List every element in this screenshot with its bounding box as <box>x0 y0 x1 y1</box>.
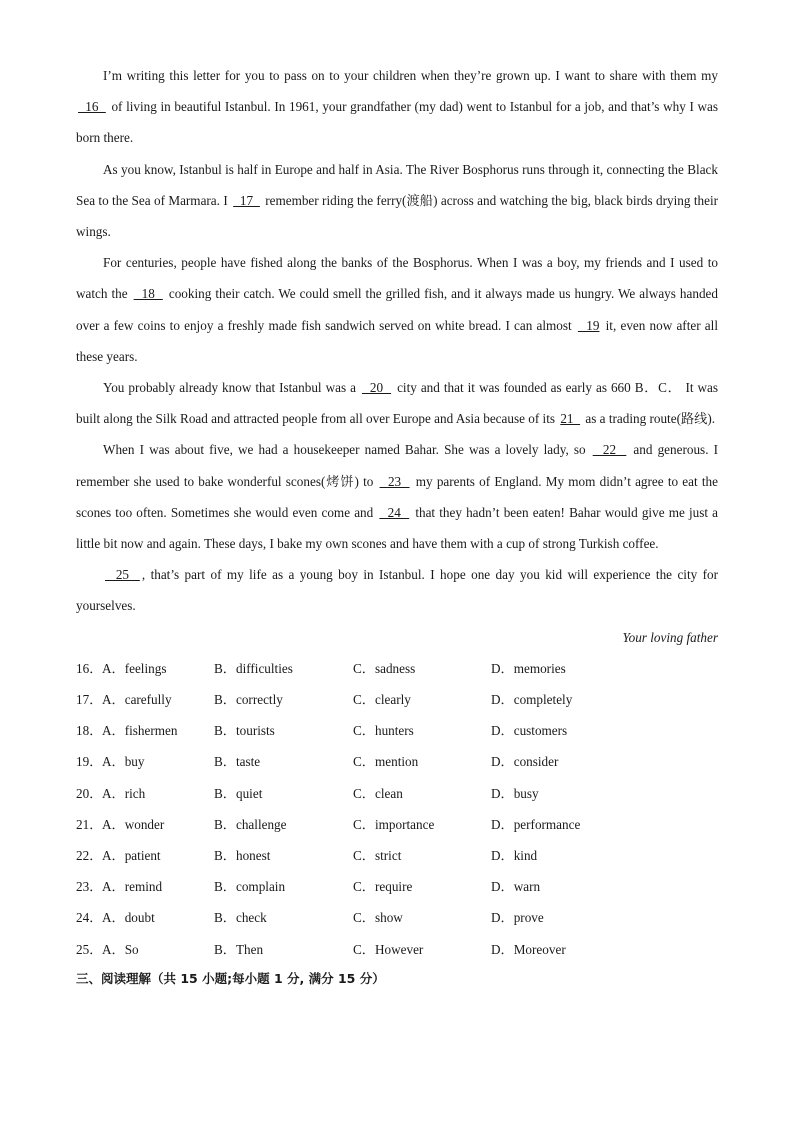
blank-19: 19 <box>577 317 600 333</box>
blank-23: 23 <box>379 473 410 489</box>
option-b: B．tourists <box>214 723 275 739</box>
option-b: B．challenge <box>214 816 287 832</box>
option-c: C．show <box>353 910 403 926</box>
option-row: 16． A．feelings B．difficulties C．sadness D．memories <box>76 653 718 684</box>
option-c: C．hunters <box>353 723 414 739</box>
option-b: B．check <box>214 910 267 926</box>
signature: Your loving father <box>622 629 718 645</box>
option-a: A．patient <box>102 847 161 863</box>
passage-paragraph-3: For centuries, people have fished along the banks of the Bosphorus. When I was a boy, my friends and I used to watch the 18 cooking their catch. We could smell the grilled fish, and it always made us hungry. We always handed over a few coins to enjoy a freshly made fish sandwich served on white bread. I can almost 19 it, even now after all these years. <box>76 255 718 364</box>
option-d: D．kind <box>491 847 538 863</box>
blank-24: 24 <box>379 504 410 520</box>
option-b: B．Then <box>214 941 264 957</box>
option-row: 24． A．doubt B．check C．show D．prove <box>76 902 718 933</box>
option-a: A．rich <box>102 785 146 801</box>
option-d: D．consider <box>491 754 559 770</box>
option-c: C．mention <box>353 754 419 770</box>
section-heading: 三、阅读理解（共 15 小题;每小题 1 分, 满分 15 分） <box>76 970 385 986</box>
option-c: C．clean <box>353 785 403 801</box>
option-d: D．memories <box>491 660 566 676</box>
option-b: B．taste <box>214 754 261 770</box>
option-c: C．importance <box>353 816 435 832</box>
passage-paragraph-5: When I was about five, we had a housekeeper named Bahar. She was a lovely lady, so 22 and generous. I remember she used to bake wonderful scones(烤饼) to 23 my parents of England. My mom didn’t agree to eat the scones too often. Sometimes she would even come and 24 that they hadn’t been eaten! Bahar would give me just a little bit now and again. These days, I bake my own scones and have them with a cup of strong Turkish coffee. <box>76 442 719 552</box>
option-c: C．However <box>353 941 424 957</box>
option-row: 17． A．carefully B．correctly C．clearly D．completely <box>76 684 718 715</box>
options-list <box>76 653 718 965</box>
option-d: D．Moreover <box>491 941 566 957</box>
option-d: D．customers <box>491 723 568 739</box>
blank-25: 25 <box>105 567 140 583</box>
option-b: B．difficulties <box>214 660 293 676</box>
passage-paragraph-1: I’m writing this letter for you to pass on to your children when they’re grown up. I want to share with them my 16 of living in beautiful Istanbul. In 1961, your grandfather (my dad) went to Istanbul for a job, and that’s why I was born there. <box>76 68 719 146</box>
option-a: A．wonder <box>102 816 165 832</box>
option-row: 19． A．buy B．taste C．mention D．consider <box>76 746 718 777</box>
option-row: 20． A．rich B．quiet C．clean D．busy <box>76 778 718 809</box>
option-a: A．carefully <box>102 692 172 708</box>
option-row: 21． A．wonder B．challenge C．importance D．performance <box>76 809 718 840</box>
option-b: B．correctly <box>214 692 283 708</box>
option-row: 18． A．fishermen B．tourists C．hunters D．customers <box>76 715 718 746</box>
blank-18: 18 <box>133 286 163 302</box>
option-d: D．completely <box>491 692 573 708</box>
option-row: 22． A．patient B．honest C．strict D．kind <box>76 840 718 871</box>
blank-17: 17 <box>233 192 260 208</box>
option-c: C．clearly <box>353 692 411 708</box>
blank-20: 20 <box>361 380 392 396</box>
option-a: A．fishermen <box>102 723 178 739</box>
option-d: D．performance <box>491 816 581 832</box>
passage-paragraph-4: You probably already know that Istanbul was a 20 city and that it was founded as early as 660 B．C． It was built along the Silk Road and attracted people from all over Europe and Asia because of its 21 as a trading route(路线). <box>76 380 719 427</box>
option-row: 25． A．So B．Then C．However D．Moreover <box>76 934 718 965</box>
option-d: D．prove <box>491 910 544 926</box>
passage-paragraph-2: As you know, Istanbul is half in Europe and half in Asia. The River Bosphorus runs through it, connecting the Black Sea to the Sea of Marmara. I 17 remember riding the ferry(渡船) across and watching the big, black birds drying their wings. <box>76 161 719 240</box>
passage-paragraph-6: 25 , that’s part of my life as a young boy in Istanbul. I hope one day you kid will experience the city for yourselves. <box>76 567 719 614</box>
blank-16: 16 <box>78 99 106 115</box>
option-a: A．doubt <box>102 910 155 926</box>
option-a: A．buy <box>102 754 145 770</box>
option-row: 23． A．remind B．complain C．require D．warn <box>76 871 718 902</box>
blank-21: 21 <box>560 411 581 427</box>
option-c: C．require <box>353 879 413 895</box>
option-c: C．sadness <box>353 660 416 676</box>
option-a: A．feelings <box>102 660 167 676</box>
document-page <box>76 60 718 994</box>
option-a: A．So <box>102 941 139 957</box>
option-b: B．quiet <box>214 785 263 801</box>
option-d: D．warn <box>491 879 541 895</box>
blank-22: 22 <box>592 442 627 458</box>
option-b: B．honest <box>214 847 271 863</box>
option-d: D．busy <box>491 785 539 801</box>
option-a: A．remind <box>102 879 163 895</box>
option-b: B．complain <box>214 879 286 895</box>
option-c: C．strict <box>353 847 402 863</box>
